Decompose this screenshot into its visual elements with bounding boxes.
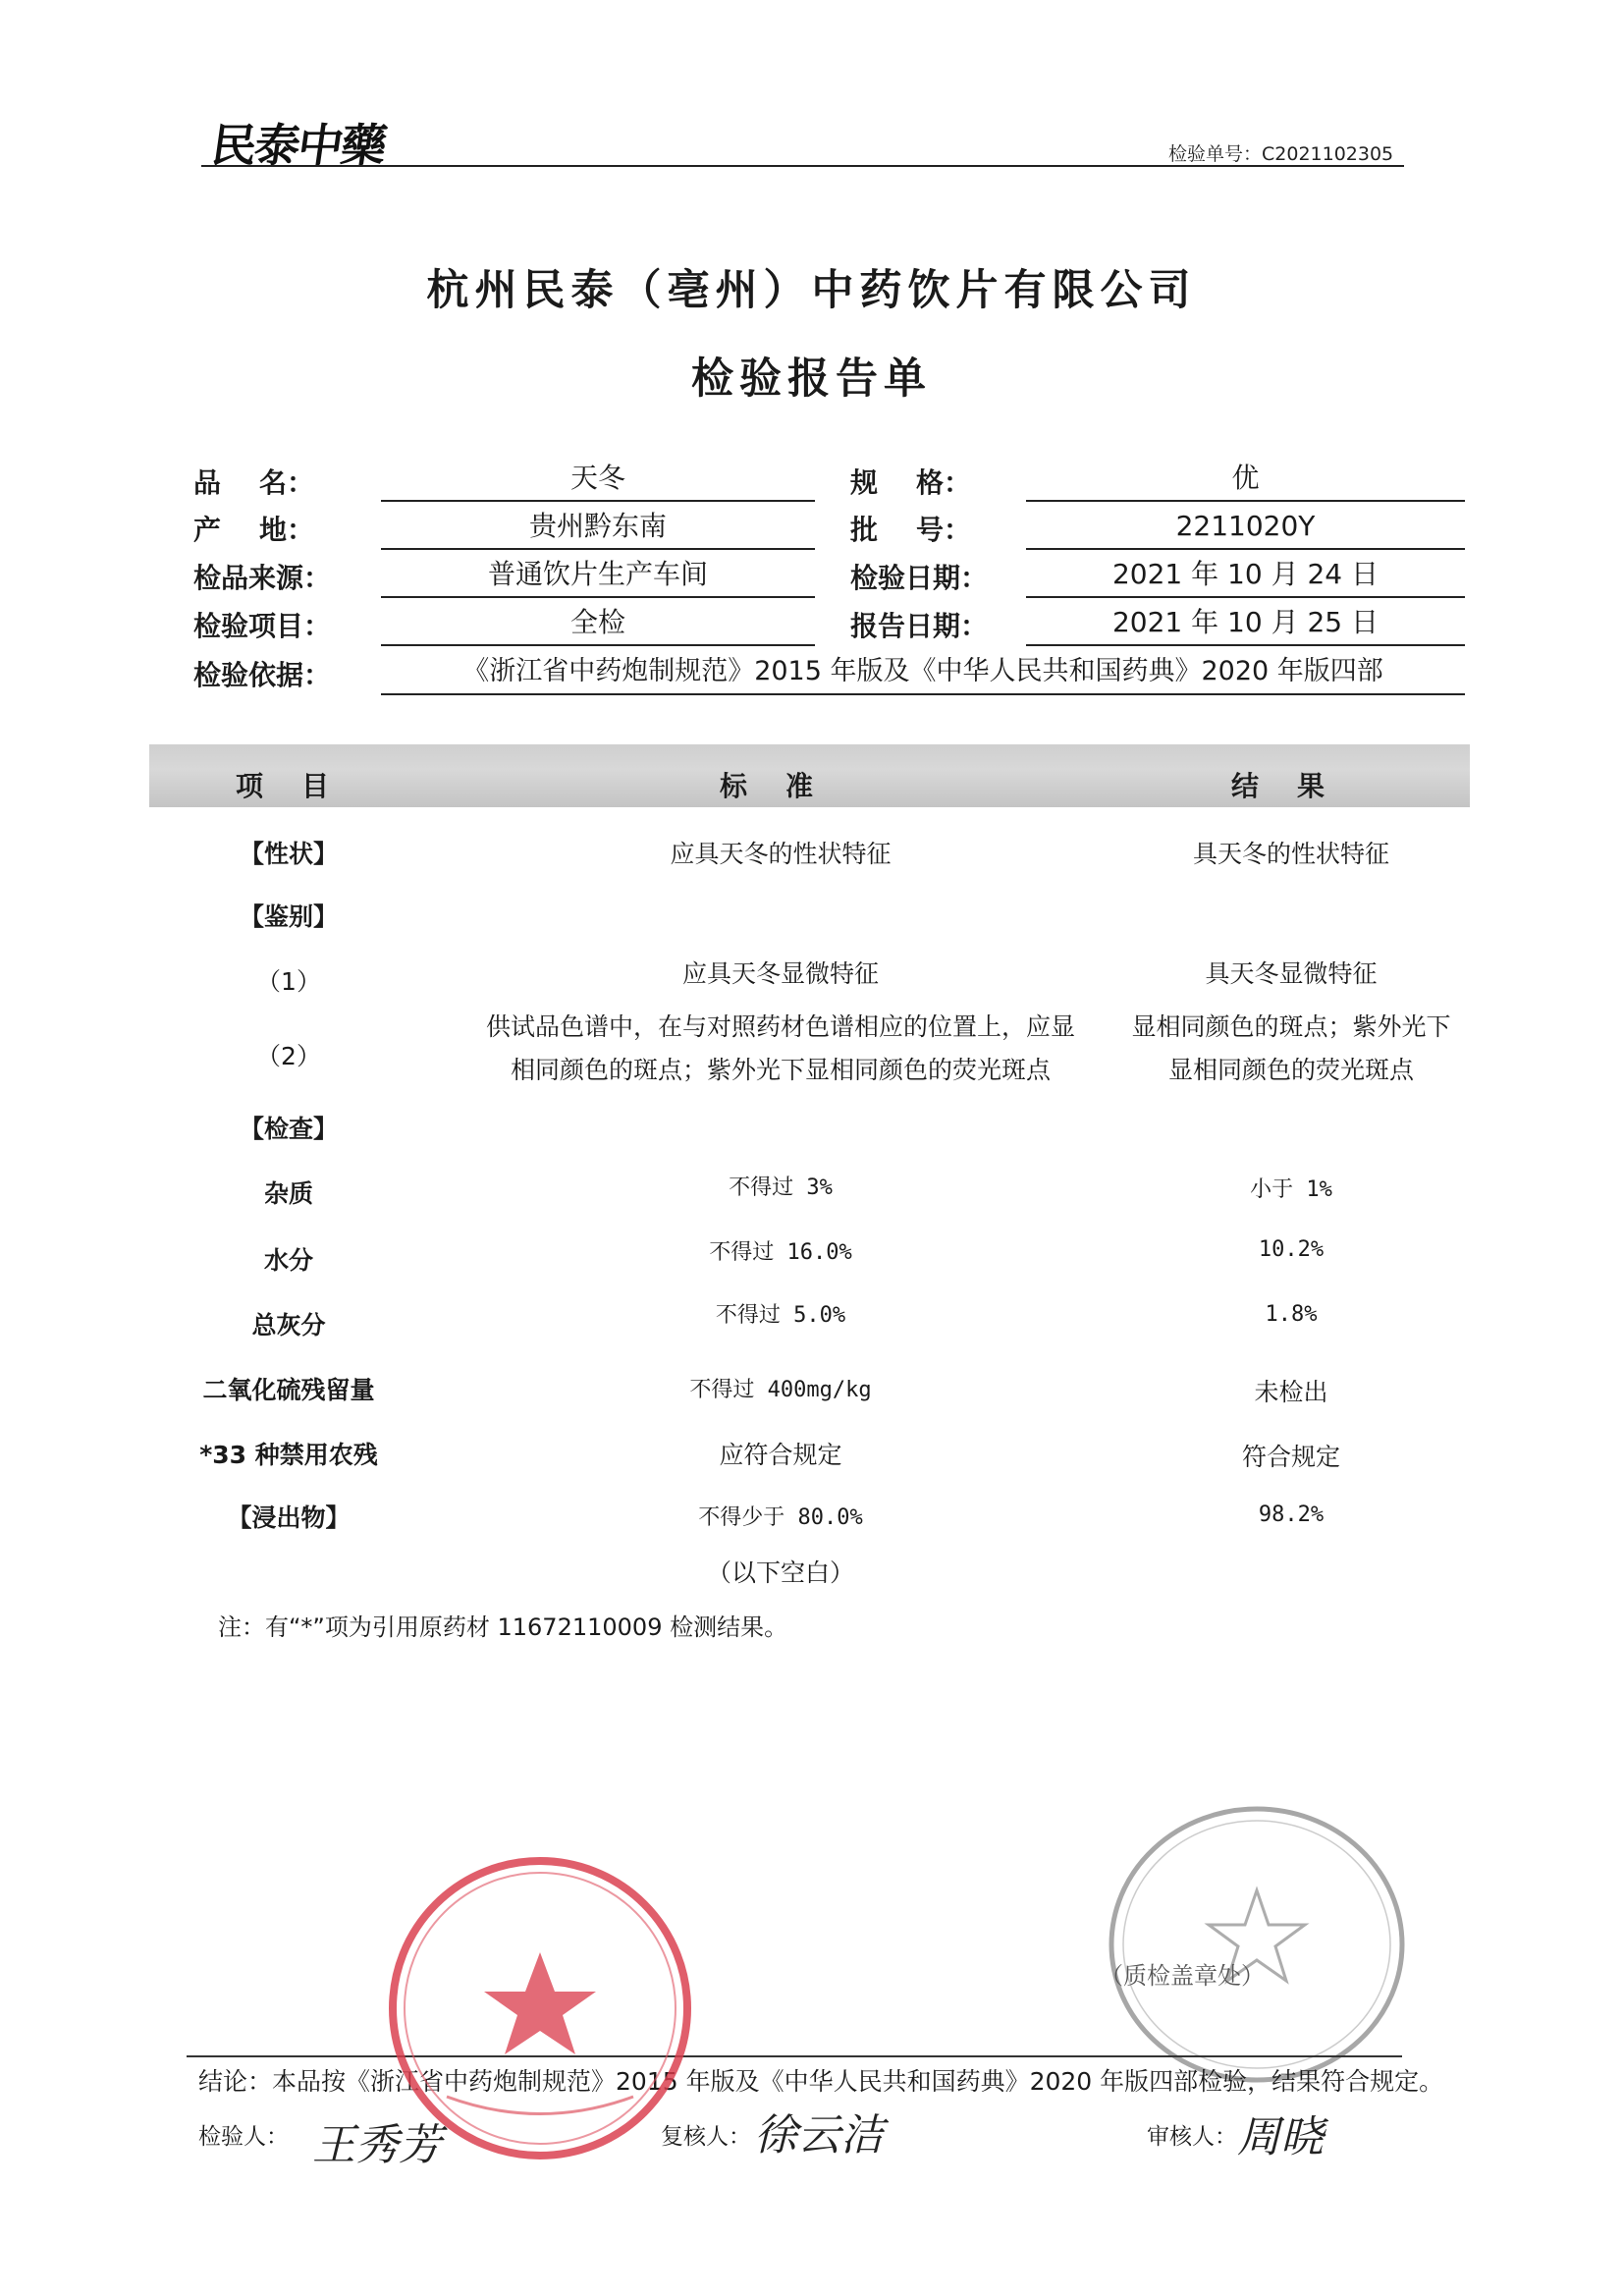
inspector-signature: 王秀芳 xyxy=(312,2120,442,2170)
row-zonghuifen-standard: 不得过 5.0% xyxy=(715,1303,846,1328)
product-name-label: 品 名： xyxy=(193,466,314,499)
row-jb2-standard-line2: 相同颜色的斑点；紫外光下显相同颜色的荧光斑点 xyxy=(510,1056,1051,1084)
row-pesticide-standard: 应符合规定 xyxy=(719,1441,842,1469)
row-jb1-result: 具天冬显微特征 xyxy=(1205,959,1378,988)
conclusion: 结论：本品按《浙江省中药炮制规范》2015 年版及《中华人民共和国药典》2020 年版四部检验，结果符合规定。 xyxy=(198,2067,1444,2096)
basis-label: 检验依据： xyxy=(193,659,332,691)
origin-value: 贵州黔东南 xyxy=(381,507,815,550)
batch-value: 2211020Y xyxy=(1026,507,1465,550)
spec-value: 优 xyxy=(1026,459,1465,502)
reviewer-signature: 徐云洁 xyxy=(754,2110,884,2160)
qc-stamp-label: （质检盖章处） xyxy=(1100,1962,1265,1990)
row-jb2-result-line1: 显相同颜色的斑点；紫外光下 xyxy=(1131,1012,1451,1041)
table-header-standard: 标 准 xyxy=(720,770,813,802)
batch-label: 批 号： xyxy=(850,514,971,546)
row-extract-result: 98.2% xyxy=(1258,1503,1325,1527)
approver-label: 审核人： xyxy=(1147,2124,1237,2150)
table-header-result: 结 果 xyxy=(1231,770,1325,802)
row-xingzhuang-standard: 应具天冬的性状特征 xyxy=(670,840,892,868)
item-value: 全检 xyxy=(381,603,815,646)
row-zonghuifen-result: 1.8% xyxy=(1265,1302,1318,1327)
product-name-value: 天冬 xyxy=(381,459,815,502)
document-title: 检验报告单 xyxy=(691,355,932,404)
row-jiancha-item: 【检查】 xyxy=(239,1115,338,1143)
source-value: 普通饮片生产车间 xyxy=(381,555,815,598)
row-jb1-standard: 应具天冬显微特征 xyxy=(681,959,879,988)
row-shuifen-result: 10.2% xyxy=(1258,1237,1325,1262)
row-zazhi-result: 小于 1% xyxy=(1250,1177,1332,1202)
inspector-label: 检验人： xyxy=(198,2124,289,2150)
row-zazhi-standard: 不得过 3% xyxy=(729,1175,833,1200)
row-extract-standard: 不得少于 80.0% xyxy=(698,1505,863,1530)
row-shuifen-item: 水分 xyxy=(263,1246,313,1275)
company-logo: 民泰中藥 xyxy=(207,119,389,172)
company-name: 杭州民泰（亳州）中药饮片有限公司 xyxy=(426,266,1197,315)
row-so2-standard: 不得过 400mg/kg xyxy=(689,1378,872,1402)
test-date-value: 2021 年 10 月 24 日 xyxy=(1026,555,1465,598)
item-label: 检验项目： xyxy=(193,610,332,642)
report-date-value: 2021 年 10 月 25 日 xyxy=(1026,603,1465,646)
row-pesticide-item: *33 种禁用农残 xyxy=(199,1441,378,1469)
row-jb2-standard-line1: 供试品色谱中，在与对照药材色谱相应的位置上，应显 xyxy=(485,1012,1075,1041)
reviewer-label: 复核人： xyxy=(661,2124,751,2150)
qc-stamp xyxy=(1090,1797,1424,2092)
row-pesticide-result: 符合规定 xyxy=(1241,1443,1340,1471)
spec-label: 规 格： xyxy=(850,466,971,499)
row-so2-item: 二氧化硫残留量 xyxy=(202,1376,375,1404)
basis-value: 《浙江省中药炮制规范》2015 年版及《中华人民共和国药典》2020 年版四部 xyxy=(381,652,1465,695)
row-so2-result: 未检出 xyxy=(1254,1378,1328,1406)
table-header-item: 项 目 xyxy=(236,770,329,802)
doc-number: 检验单号：C2021102305 xyxy=(1168,143,1394,165)
conclusion-divider xyxy=(187,2055,1402,2057)
row-xingzhuang-item: 【性状】 xyxy=(239,840,338,868)
row-jianbie-item: 【鉴别】 xyxy=(239,902,338,931)
source-label: 检品来源： xyxy=(193,562,332,594)
row-zonghuifen-item: 总灰分 xyxy=(251,1311,326,1339)
row-jb2-item: （2） xyxy=(256,1042,321,1070)
footnote: 注：有“*”项为引用原药材 11672110009 检测结果。 xyxy=(218,1613,788,1641)
row-zazhi-item: 杂质 xyxy=(263,1179,313,1208)
header-divider xyxy=(201,165,1404,167)
row-shuifen-standard: 不得过 16.0% xyxy=(709,1240,852,1265)
company-red-stamp xyxy=(378,1846,702,2170)
red-stamp-star-icon xyxy=(484,1952,596,2054)
report-date-label: 报告日期： xyxy=(850,610,989,642)
row-extract-item: 【浸出物】 xyxy=(227,1503,351,1532)
test-date-label: 检验日期： xyxy=(850,562,989,594)
row-xingzhuang-result: 具天冬的性状特征 xyxy=(1192,840,1389,868)
blank-below-note: （以下空白） xyxy=(706,1558,854,1587)
origin-label: 产 地： xyxy=(193,514,314,546)
row-jb2-result-line2: 显相同颜色的荧光斑点 xyxy=(1167,1056,1414,1084)
approver-signature: 周晓 xyxy=(1237,2112,1324,2162)
row-jb1-item: （1） xyxy=(256,967,321,996)
